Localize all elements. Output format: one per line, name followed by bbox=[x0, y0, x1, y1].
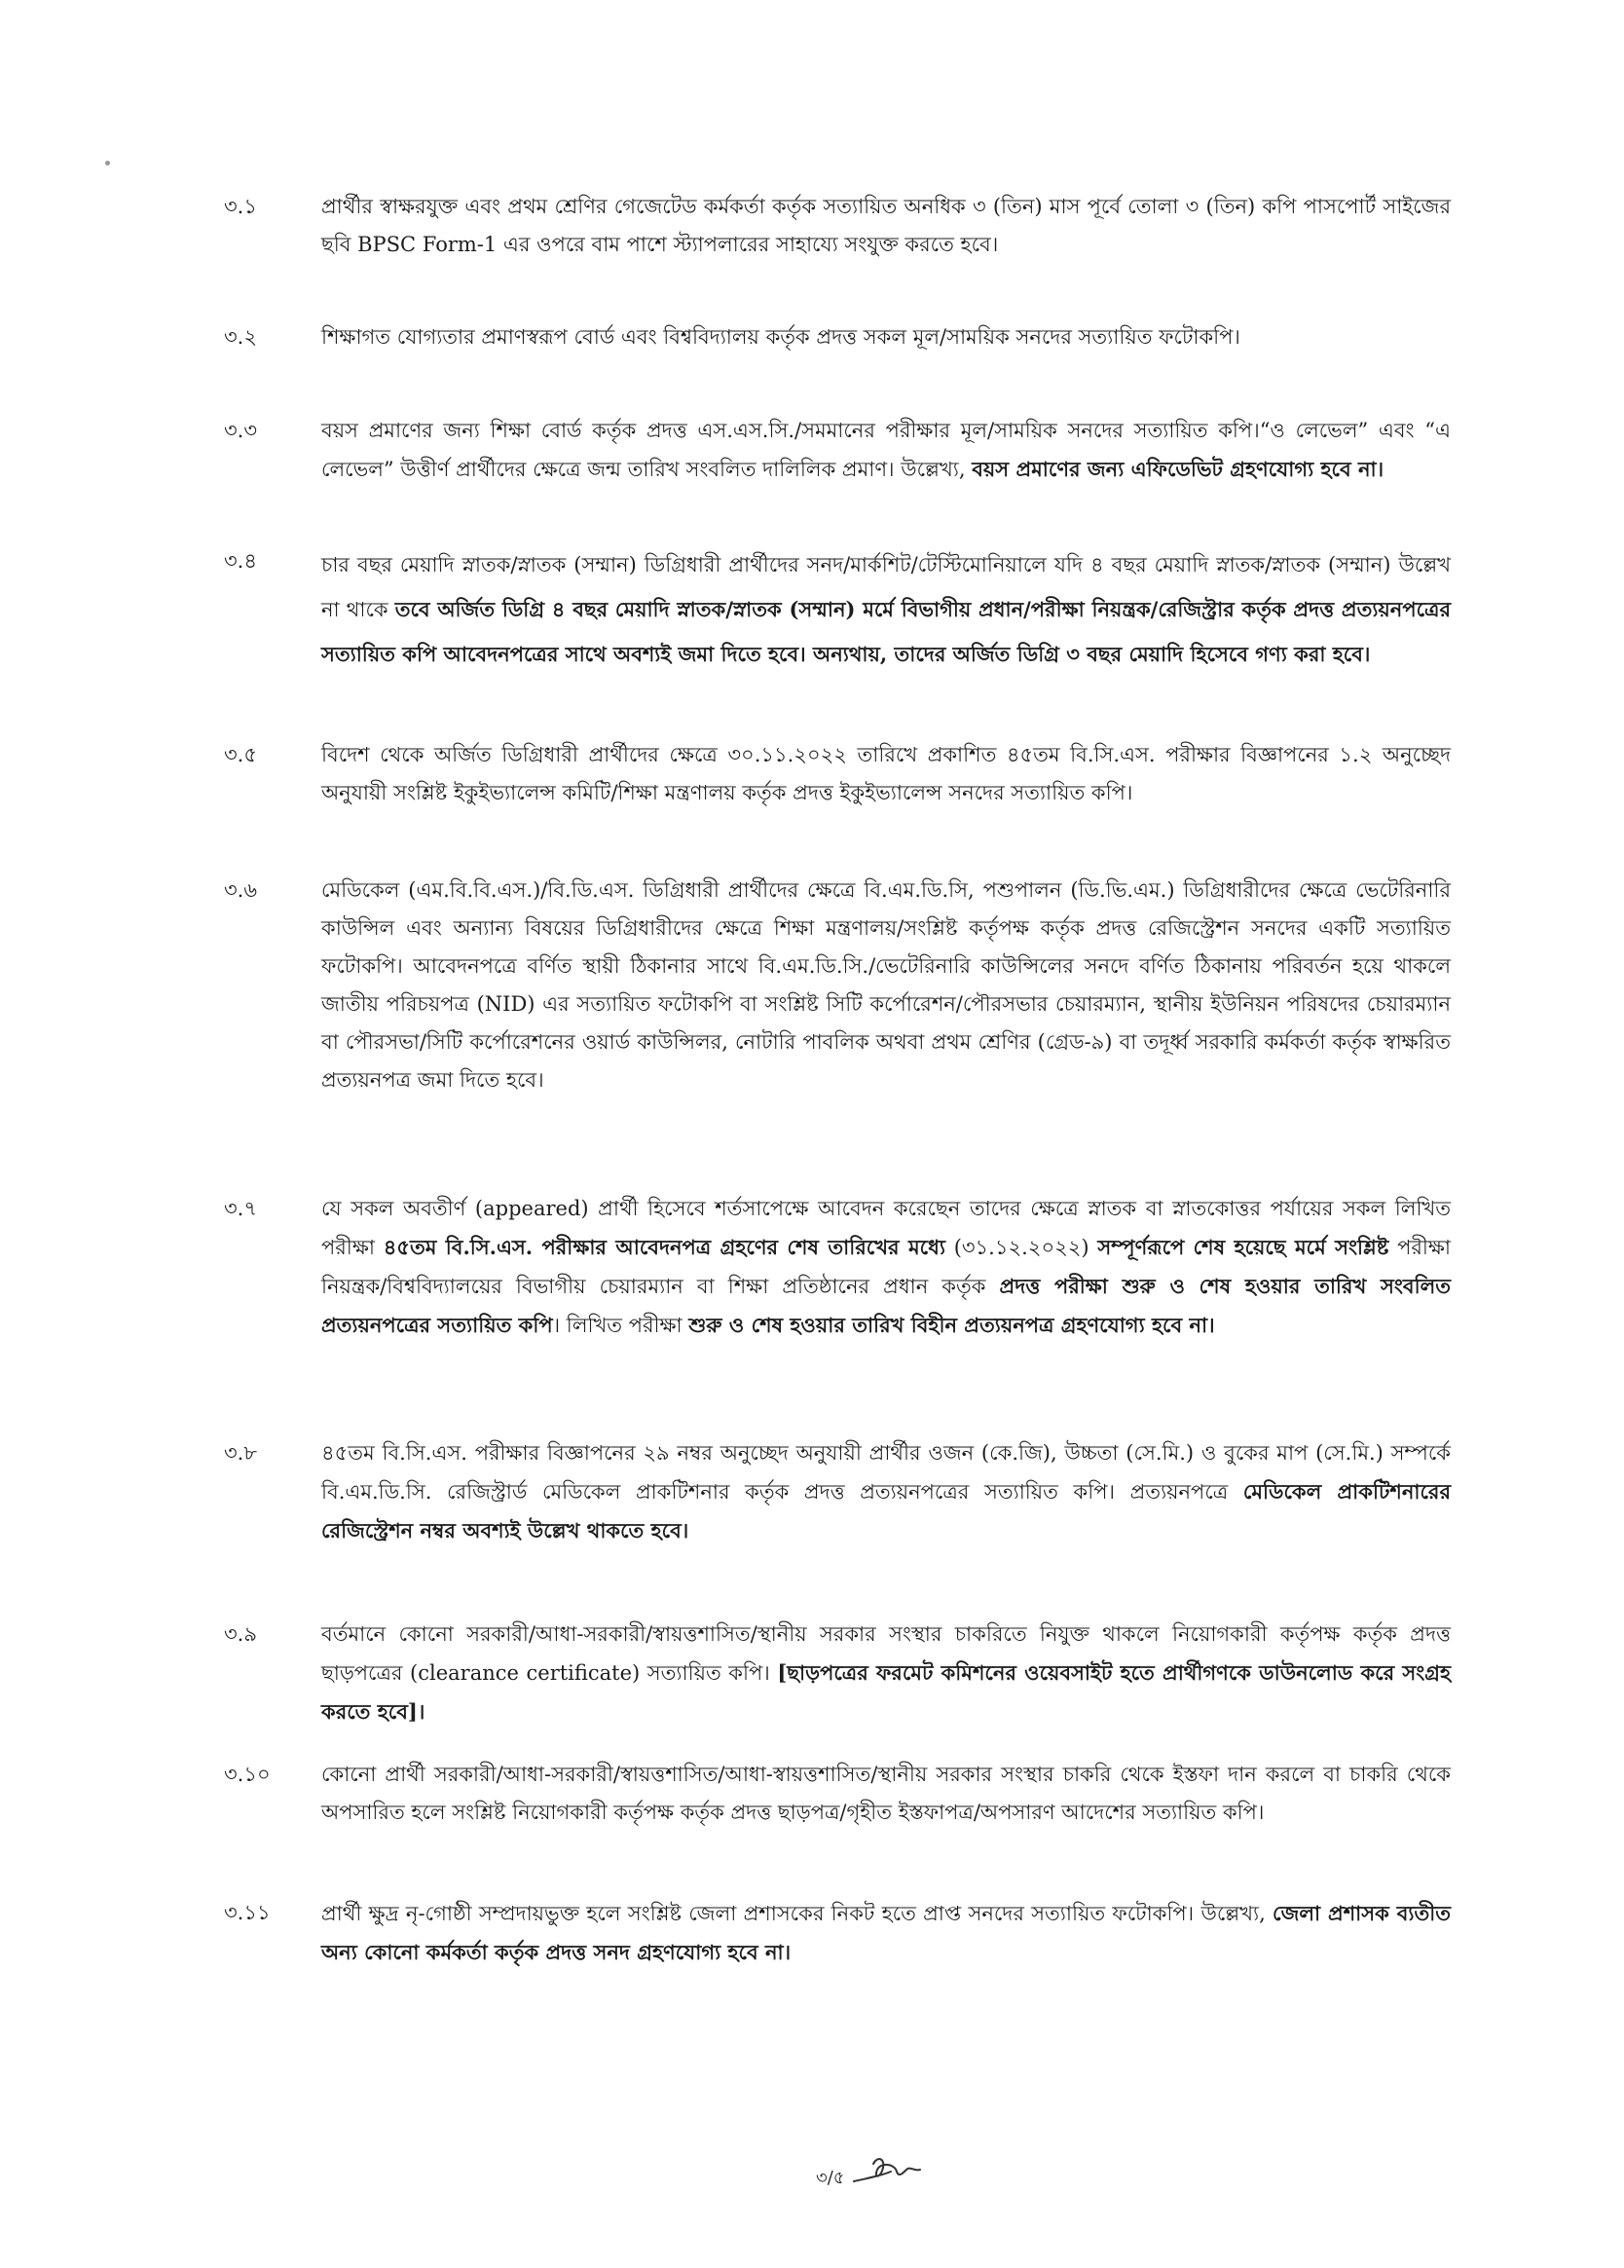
item-text bbox=[321, 542, 1451, 677]
item-number: ৩.১০ bbox=[224, 1763, 271, 1786]
item-text bbox=[321, 1434, 1451, 1550]
text-segment-bold: শুরু ও শেষ হওয়ার তারিখ বিহীন প্রত্যয়নপত্র গ্রহণযোগ্য হবে না। bbox=[688, 1313, 1215, 1337]
page-number: ৩/৫ bbox=[816, 2168, 845, 2188]
list-item bbox=[224, 1434, 1451, 1550]
text-segment: বিদেশ থেকে অর্জিত ডিগ্রিধারী প্রার্থীদের ক্ষেত্রে ৩০.১১.২০২২ তারিখে প্রকাশিত ৪৫তম বি.সি.এস. পরীক্ষার বিজ্ঞাপনের ১.২ অনুচ্ছেদ অনুযায়ী সংশ্লিষ্ট ইকুইভ্যালেন্স কমিটি/শিক্ষা মন্ত্রণালয় কর্তৃক প্রদত্ত ইকুইভ্যালেন্স সনদের সত্যায়িত কপি। bbox=[321, 743, 1451, 804]
text-segment: । লিখিত পরীক্ষা bbox=[552, 1314, 689, 1337]
item-text bbox=[321, 1190, 1451, 1345]
list-item bbox=[224, 412, 1451, 489]
item-number: ৩.১ bbox=[224, 195, 257, 218]
text-segment: মেডিকেল (এম.বি.বি.এস.)/বি.ডি.এস. ডিগ্রিধারী প্রার্থীদের ক্ষেত্রে বি.এম.ডি.সি, পশুপালন (ডি.ভি.এম.) ডিগ্রিধারীদের ক্ষেত্রে ভেটেরিনারি কাউন্সিল এবং অন্যান্য বিষয়ের ডিগ্রিধারীদের ক্ষেত্রে শিক্ষা মন্ত্রণালয়/সংশ্লিষ্ট কর্তৃপক্ষ কর্তৃক প্রদত্ত রেজিস্ট্রেশন সনদের একটি সত্যায়িত ফটোকপি। আবেদনপত্রে বর্ণিত স্থায়ী ঠিকানার সাথে বি.এম.ডি.সি./ভেটেরিনারি কাউন্সিলের সনদে বর্ণিত ঠিকানায় পরিবর্তন হয়ে থাকলে জাতীয় পরিচয়পত্র (NID) এর সত্যায়িত ফটোকপি বা সংশ্লিষ্ট সিটি কর্পোরেশন/পৌরসভার চেয়ারম্যান, স্থানীয় ইউনিয়ন পরিষদের চেয়ারম্যান বা পৌরসভা/সিটি কর্পোরেশনের ওয়ার্ড কাউন্সিলর, নোটারি পাবলিক অথবা প্রথম শ্রেণির (গ্রেড-৯) বা তদূর্ধ্ব সরকারি কর্মকর্তা কর্তৃক স্বাক্ষরিত প্রত্যয়নপত্র জমা দিতে হবে। bbox=[321, 878, 1451, 1092]
scan-speck bbox=[105, 161, 110, 166]
item-number: ৩.২ bbox=[224, 325, 257, 349]
item-text bbox=[321, 318, 1451, 356]
text-segment: বয়স প্রমাণের জন্য শিক্ষা বোর্ড কর্তৃক প্রদত্ত এস.এস.সি./সমমানের পরীক্ষার মূল/সাময়িক সনদের সত্যায়িত কপি।“ও লেভেল” এবং “এ লেভেল” উত্তীর্ণ প্রার্থীদের ক্ষেত্রে জন্ম তারিখ সংবলিত দালিলিক প্রমাণ। উল্লেখ্য, bbox=[321, 419, 1451, 481]
item-number: ৩.৯ bbox=[224, 1622, 257, 1646]
text-segment: কোনো প্রার্থী সরকারী/আধা-সরকারী/স্বায়ত্তশাসিত/আধা-স্বায়ত্তশাসিত/স্থানীয় সরকার সংস্থার চাকরি থেকে ইস্তফা দান করলে বা চাকরি থেকে অপসারিত হলে সংশ্লিষ্ট নিয়োগকারী কর্তৃপক্ষ কর্তৃক প্রদত্ত ছাড়পত্র/গৃহীত ইস্তফাপত্র/অপসারণ আদেশের সত্যায়িত কপি। bbox=[321, 1763, 1451, 1824]
item-text bbox=[321, 872, 1451, 1099]
text-segment-bold: সম্পূর্ণরূপে শেষ হয়েছে মর্মে সংশ্লিষ্ট bbox=[1097, 1235, 1389, 1259]
list-item bbox=[224, 1190, 1452, 1345]
text-segment: শিক্ষাগত যোগ্যতার প্রমাণস্বরূপ বোর্ড এবং বিশ্ববিদ্যালয় কর্তৃক প্রদত্ত সকল মূল/সাময়িক সনদের সত্যায়িত ফটোকপি। bbox=[321, 325, 1240, 349]
text-segment: যে সকল অবতীর্ণ (appeared) প্রার্থী হিসেবে শর্তসাপেক্ষে আবেদন করেছেন তাদের ক্ষেত্রে স্নাতক বা স্নাতকোত্তর পর্যায়ের সকল লিখিত পরীক্ষা bbox=[321, 1197, 1451, 1259]
item-text bbox=[321, 1756, 1451, 1832]
text-segment-bold: মেডিকেল প্রাকটিশনারের রেজিস্ট্রেশন নম্বর অবশ্যই উল্লেখ থাকতে হবে। bbox=[321, 1479, 1451, 1543]
item-text bbox=[321, 188, 1451, 264]
text-segment-bold: প্রদত্ত পরীক্ষা শুরু ও শেষ হওয়ার তারিখ সংবলিত প্রত্যয়নপত্রের সত্যায়িত কপি bbox=[321, 1274, 1451, 1337]
text-segment-bold: তবে অর্জিত ডিগ্রি ৪ বছর মেয়াদি স্নাতক/স্নাতক (সম্মান) মর্মে বিভাগীয় প্রধান/পরীক্ষা নিয়ন্ত্রক/রেজিস্ট্রার কর্তৃক প্রদত্ত প্রত্যয়নপত্রের সত্যায়িত কপি আবেদনপত্রের সাথে অবশ্যই জমা দিতে হবে। অন্যথায়, তাদের অর্জিত ডিগ্রি ৩ বছর মেয়াদি হিসেবে গণ্য করা হবে। bbox=[321, 597, 1451, 666]
item-number: ৩.১১ bbox=[224, 1901, 271, 1924]
list-item bbox=[224, 188, 1451, 264]
list-item bbox=[224, 1894, 1451, 1972]
text-segment: প্রার্থীর স্বাক্ষরযুক্ত এবং প্রথম শ্রেণির গেজেটেড কর্মকর্তা কর্তৃক সত্যায়িত অনধিক ৩ (তিন) মাস পূর্বে তোলা ৩ (তিন) কপি পাসপোর্ট সাইজের ছবি BPSC Form-1 এর ওপরে বাম পাশে স্ট্যাপলারের সাহায্যে সংযুক্ত করতে হবে। bbox=[321, 195, 1451, 256]
item-number: ৩.৮ bbox=[224, 1441, 257, 1465]
list-item bbox=[224, 736, 1451, 812]
item-text bbox=[321, 1894, 1451, 1972]
text-segment-bold: [ছাড়পত্রের ফরমেট কমিশনের ওয়েবসাইট হতে প্রার্থীগণকে ডাউনলোড করে সংগ্রহ করতে হবে]। bbox=[321, 1660, 1452, 1724]
list-item bbox=[224, 1616, 1452, 1731]
item-number: ৩.৭ bbox=[224, 1197, 257, 1220]
text-segment: প্রার্থী ক্ষুদ্র নৃ-গোষ্ঠী সম্প্রদায়ভুক্ত হলে সংশ্লিষ্ট জেলা প্রশাসকের নিকট হতে প্রাপ্ত সনদের সত্যায়িত ফটোকপি। উল্লেখ্য, bbox=[321, 1902, 1273, 1925]
item-number: ৩.৪ bbox=[224, 549, 257, 573]
text-segment-bold: ৪৫তম বি.সি.এস. পরীক্ষার আবেদনপত্র গ্রহণের শেষ তারিখের মধ্যে bbox=[383, 1235, 945, 1259]
list-item bbox=[224, 318, 1451, 356]
item-text bbox=[321, 736, 1451, 812]
text-segment-bold: জেলা প্রশাসক ব্যতীত অন্য কোনো কর্মকর্তা কর্তৃক প্রদত্ত সনদ গ্রহণযোগ্য হবে না। bbox=[321, 1901, 1451, 1964]
text-segment: (৩১.১২.২০২২) bbox=[944, 1236, 1098, 1259]
item-number: ৩.৬ bbox=[224, 878, 257, 902]
text-segment-bold: বয়স প্রমাণের জন্য এফিডেভিট গ্রহণযোগ্য হবে না। bbox=[972, 457, 1384, 481]
text-segment: বর্তমানে কোনো সরকারী/আধা-সরকারী/স্বায়ত্তশাসিত/স্থানীয় সরকার সংস্থার চাকরিতে নিযুক্ত থাকলে নিয়োগকারী কর্তৃপক্ষ কর্তৃক প্রদত্ত ছাড়পত্রের (clearance certificate) সত্যায়িত কপি। bbox=[321, 1622, 1451, 1685]
text-segment: চার বছর মেয়াদি স্নাতক/স্নাতক (সম্মান) ডিগ্রিধারী প্রার্থীদের সনদ/মার্কশিট/টেস্টিমোনিয়ালে যদি ৪ বছর মেয়াদি স্নাতক/স্নাতক (সম্মান) উল্লেখ না থাকে bbox=[321, 553, 1451, 621]
list-item bbox=[224, 872, 1451, 1099]
item-number: ৩.৩ bbox=[224, 419, 257, 442]
signature-initial bbox=[852, 2152, 930, 2191]
list-item bbox=[224, 542, 1451, 677]
item-text bbox=[321, 412, 1451, 489]
text-segment: ৪৫তম বি.সি.এস. পরীক্ষার বিজ্ঞাপনের ২৯ নম্বর অনুচ্ছেদ অনুযায়ী প্রার্থীর ওজন (কে.জি), উচ্চতা (সে.মি.) ও বুকের মাপ (সে.মি.) সম্পর্কে বি.এম.ডি.সি. রেজিস্ট্রার্ড মেডিকেল প্রাকটিশনার কর্তৃক প্রদত্ত প্রত্যয়নপত্রের সত্যায়িত কপি। প্রত্যয়নপত্রে bbox=[321, 1441, 1451, 1504]
list-item bbox=[224, 1756, 1451, 1832]
item-text bbox=[321, 1616, 1451, 1731]
text-segment: পরীক্ষা নিয়ন্ত্রক/বিশ্ববিদ্যালয়ের বিভাগীয় চেয়ারম্যান বা শিক্ষা প্রতিষ্ঠানের প্রধান কর্তৃক bbox=[321, 1236, 1452, 1298]
item-number: ৩.৫ bbox=[224, 743, 257, 766]
